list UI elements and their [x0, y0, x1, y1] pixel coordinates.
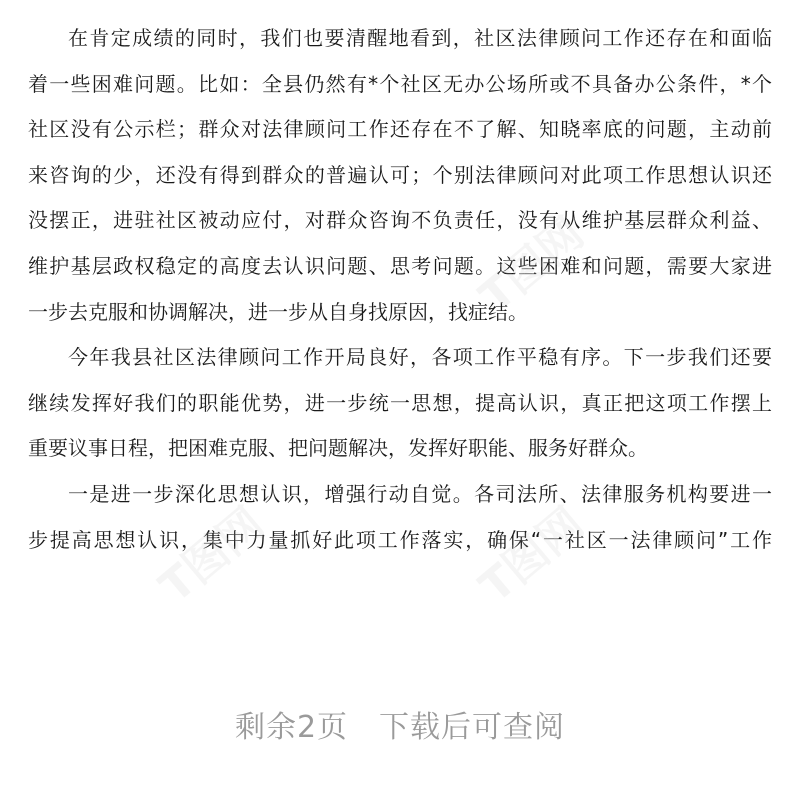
text-line: 步提高思想认识，集中力量抓好此项工作落实，确保“一社区一法律顾问”工作 [28, 527, 772, 552]
text-line: 一是进一步深化思想认识，增强行动自觉。各司法所、法律服务机构要进一 [68, 481, 772, 506]
paragraph [28, 472, 772, 563]
text-line: 维护基层政权稳定的高度去认识问题、思考问题。这些困难和问题，需要大家进 [28, 253, 772, 278]
watermark-logo: T图网 [470, 497, 594, 613]
text-line: 没摆正，进驻社区被动应付，对群众咨询不负责任，没有从维护基层群众利益、 [28, 208, 772, 233]
watermark-logo: T图网 [150, 497, 274, 613]
text-line: 重要议事日程，把困难克服、把问题解决，发挥好职能、服务好群众。 [28, 436, 648, 461]
paragraph [28, 335, 772, 472]
watermark-logo: T图网 [470, 207, 594, 323]
text-line: 社区没有公示栏；群众对法律顾问工作还存在不了解、知晓率底的问题，主动前 [28, 117, 772, 142]
text-line: 在肯定成绩的同时，我们也要清醒地看到，社区法律顾问工作还存在和面临 [68, 26, 772, 50]
text-line: 一步去克服和协调解决，进一步从自身找原因，找症结。 [28, 299, 528, 324]
remaining-pages-note[interactable]: 剩余2页 下载后可查阅 [234, 710, 566, 745]
text-line: 今年我县社区法律顾问工作开局良好，各项工作平稳有序。下一步我们还要 [68, 345, 772, 370]
document-body [28, 16, 772, 563]
text-line: 来咨询的少，还没有得到群众的普遍认可；个别法律顾问对此项工作思想认识还 [28, 162, 772, 187]
text-line: 继续发挥好我们的职能优势，进一步统一思想，提高认识，真正把这项工作摆上 [28, 390, 772, 415]
paragraph [28, 16, 772, 335]
text-line: 着一些困难问题。比如：全县仍然有*个社区无办公场所或不具备办公条件，*个 [28, 71, 772, 96]
